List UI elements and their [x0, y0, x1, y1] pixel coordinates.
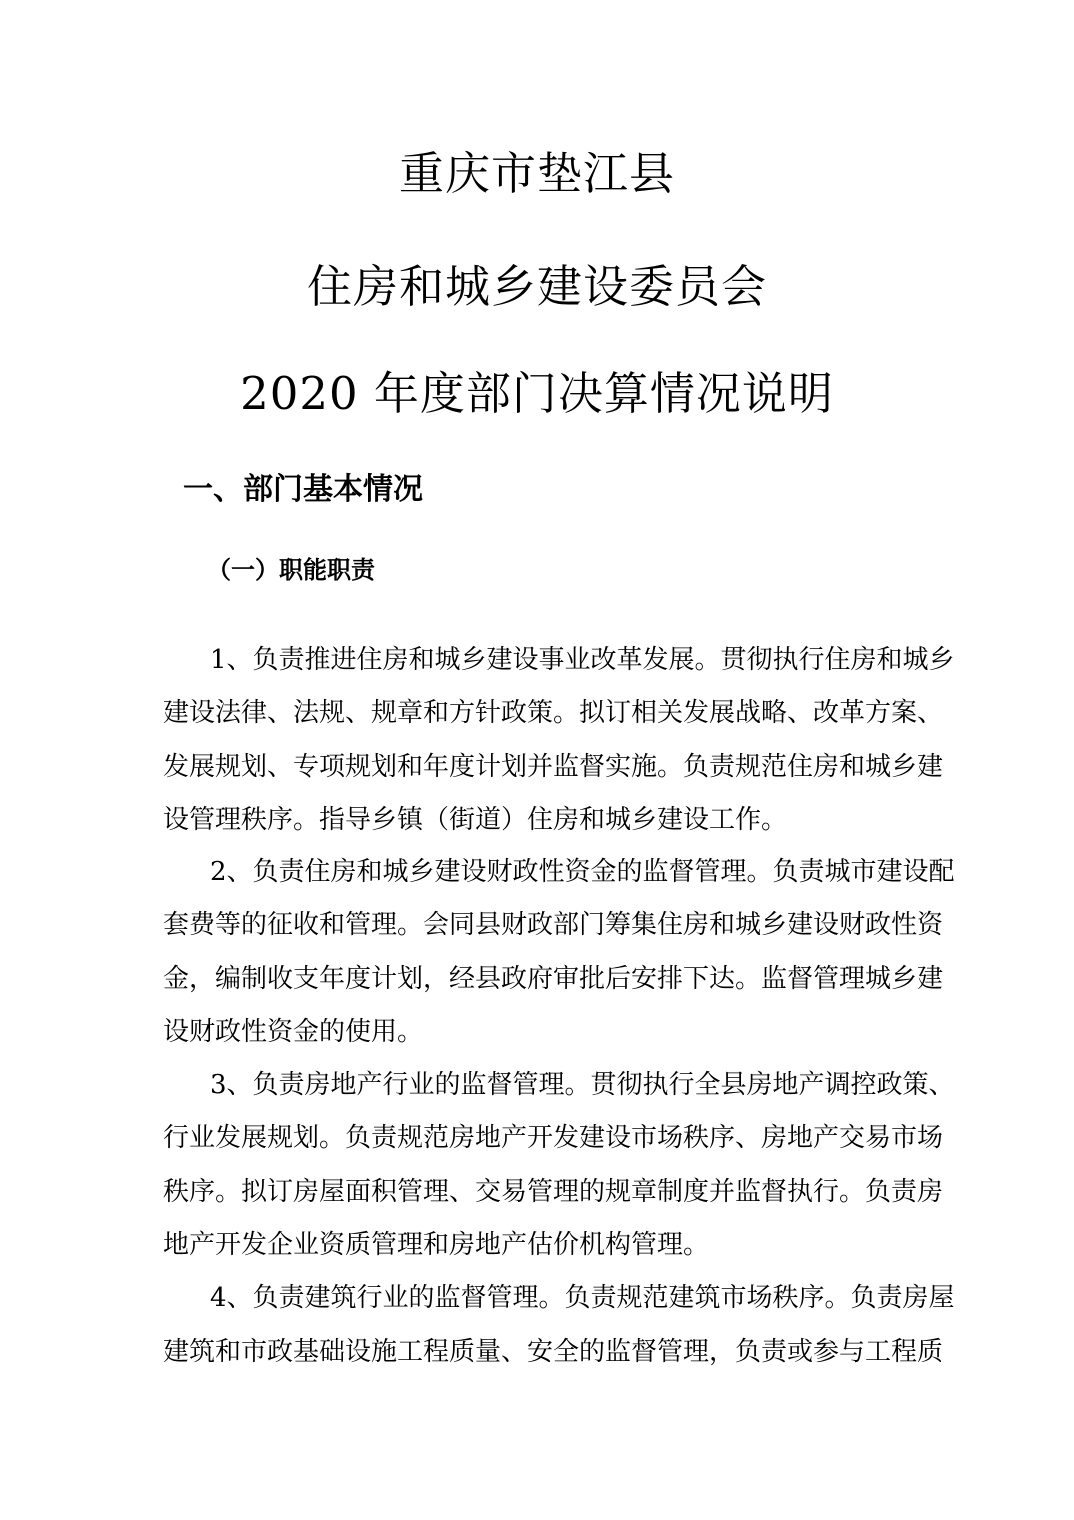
paragraph-2-line-2: 套费等的征收和管理。会同县财政部门筹集住房和城乡建设财政性资	[163, 910, 944, 940]
paragraph-2-line-4: 设财政性资金的使用。	[163, 1017, 424, 1047]
paragraph-3-line-2: 行业发展规划。负责规范房地产开发建设市场秩序、房地产交易市场	[163, 1123, 944, 1153]
subsection-heading: （一）职能职责	[207, 556, 375, 584]
paragraph-2-line-1: 2、负责住房和城乡建设财政性资金的监督管理。负责城市建设配	[210, 857, 955, 887]
paragraph-1-line-1: 1、负责推进住房和城乡建设事业改革发展。贯彻执行住房和城乡	[210, 645, 955, 675]
paragraph-1-line-4: 设管理秩序。指导乡镇（街道）住房和城乡建设工作。	[163, 805, 788, 835]
paragraph-3-line-1: 3、负责房地产行业的监督管理。贯彻执行全县房地产调控政策、	[210, 1070, 955, 1100]
document-title-line-2: 住房和城乡建设委员会	[306, 260, 767, 313]
section-heading: 一、部门基本情况	[183, 472, 423, 507]
paragraph-1-line-2: 建设法律、法规、规章和方针政策。拟订相关发展战略、改革方案、	[163, 698, 944, 728]
document-title-line-1: 重庆市垫江县	[398, 147, 675, 200]
paragraph-3-line-3: 秩序。拟订房屋面积管理、交易管理的规章制度并监督执行。负责房	[163, 1177, 944, 1207]
document-title-line-3: 2020 年度部门决算情况说明	[240, 367, 834, 420]
paragraph-4-line-1: 4、负责建筑行业的监督管理。负责规范建筑市场秩序。负责房屋	[210, 1283, 955, 1313]
paragraph-1-line-3: 发展规划、专项规划和年度计划并监督实施。负责规范住房和城乡建	[163, 752, 944, 782]
paragraph-4-line-2: 建筑和市政基础设施工程质量、安全的监督管理，负责或参与工程质	[163, 1337, 944, 1367]
paragraph-2-line-3: 金，编制收支年度计划，经县政府审批后安排下达。监督管理城乡建	[163, 964, 944, 994]
paragraph-3-line-4: 地产开发企业资质管理和房地产估价机构管理。	[163, 1230, 710, 1260]
